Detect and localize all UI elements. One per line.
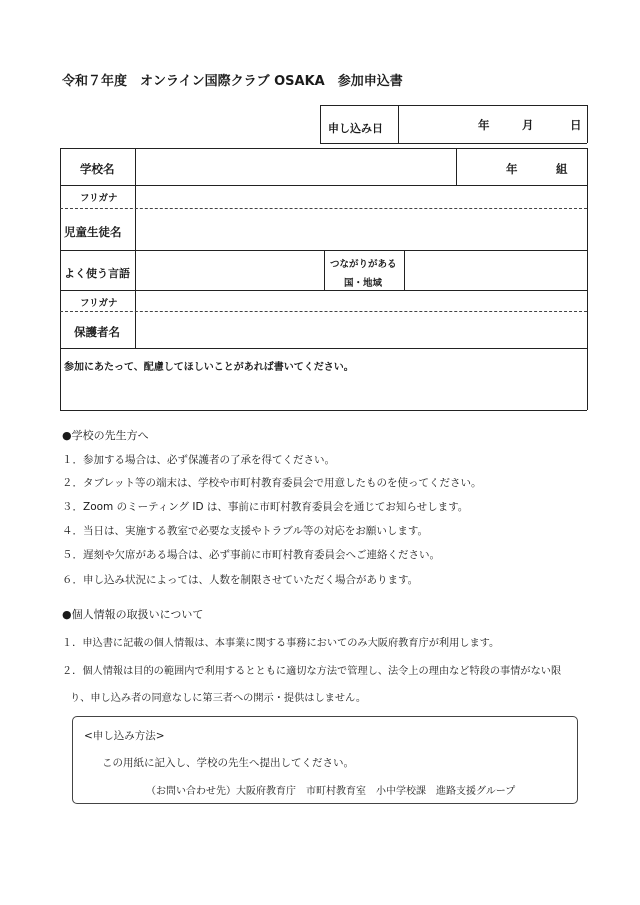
student-name-label: 児童生徒名 [64, 225, 122, 239]
teachers-item-4: ４．当日は、実施する教室で必要な支援やトラブル等の対応をお願いします。 [62, 525, 429, 537]
student-name-field[interactable] [136, 209, 586, 249]
school-name-label: 学校名 [80, 162, 115, 176]
teachers-item-3: ３．Zoom のミーティング ID は、事前に市町村教育委員会を通じてお知らせします。 [62, 501, 469, 513]
furigana-guardian-label: フリガナ [80, 298, 118, 309]
language-label: よく使う言語 [64, 267, 130, 280]
language-field[interactable] [136, 251, 323, 289]
furigana-student-label: フリガナ [80, 193, 118, 204]
day-label: 日 [570, 118, 582, 132]
privacy-item-2-line1: ２．個人情報は目的の範囲内で利用するとともに適切な方法で管理し、法令上の理由など特段の事情がない限 [62, 666, 562, 677]
country-label-line1: つながりがある [330, 259, 397, 270]
teachers-item-5: ５．遅刻や欠席がある場合は、必ず事前に市町村教育委員会へご連絡ください。 [62, 549, 440, 561]
contact-info: （お問い合わせ先）大阪府教育庁 市町村教育室 小中学校課 進路支援グループ [146, 786, 516, 797]
grade-label: 年 [506, 162, 518, 176]
privacy-heading: ●個人情報の取扱いについて [62, 608, 204, 621]
privacy-item-1: １．申込書に記載の個人情報は、本事業に関する事務においてのみ大阪府教育庁が利用します。 [62, 638, 500, 649]
teachers-item-1: １．参加する場合は、必ず保護者の了承を得てください。 [62, 454, 335, 466]
guardian-name-field[interactable] [136, 312, 586, 347]
teachers-item-6: ６．申し込み状況によっては、人数を制限させていただく場合があります。 [62, 574, 419, 586]
method-body: この用紙に記入し、学校の先生へ提出してください。 [102, 757, 354, 769]
guardian-furigana-field[interactable] [136, 291, 586, 310]
guardian-name-label: 保護者名 [74, 325, 120, 339]
date-label: 申し込み日 [328, 122, 383, 135]
teachers-item-2: ２．タブレット等の端末は、学校や市町村教育委員会で用意したものを使ってください。 [62, 477, 482, 489]
class-label: 組 [556, 162, 568, 176]
notes-field[interactable] [61, 372, 586, 409]
teachers-heading: ●学校の先生方へ [62, 429, 149, 442]
country-label-line2: 国・地域 [344, 278, 383, 289]
notes-label: 参加にあたって、配慮してほしいことがあれば書いてください。 [64, 362, 354, 373]
student-furigana-field[interactable] [136, 186, 586, 207]
year-label: 年 [478, 118, 490, 132]
school-name-field[interactable] [136, 149, 455, 184]
country-field[interactable] [405, 251, 586, 289]
month-label: 月 [522, 118, 534, 132]
method-heading: <申し込み方法> [84, 730, 165, 742]
privacy-item-2-line2: り、申し込み者の同意なしに第三者への開示・提供はしません。 [70, 693, 367, 704]
page-title: 令和７年度 オンライン国際クラブ OSAKA 参加申込書 [62, 74, 403, 89]
